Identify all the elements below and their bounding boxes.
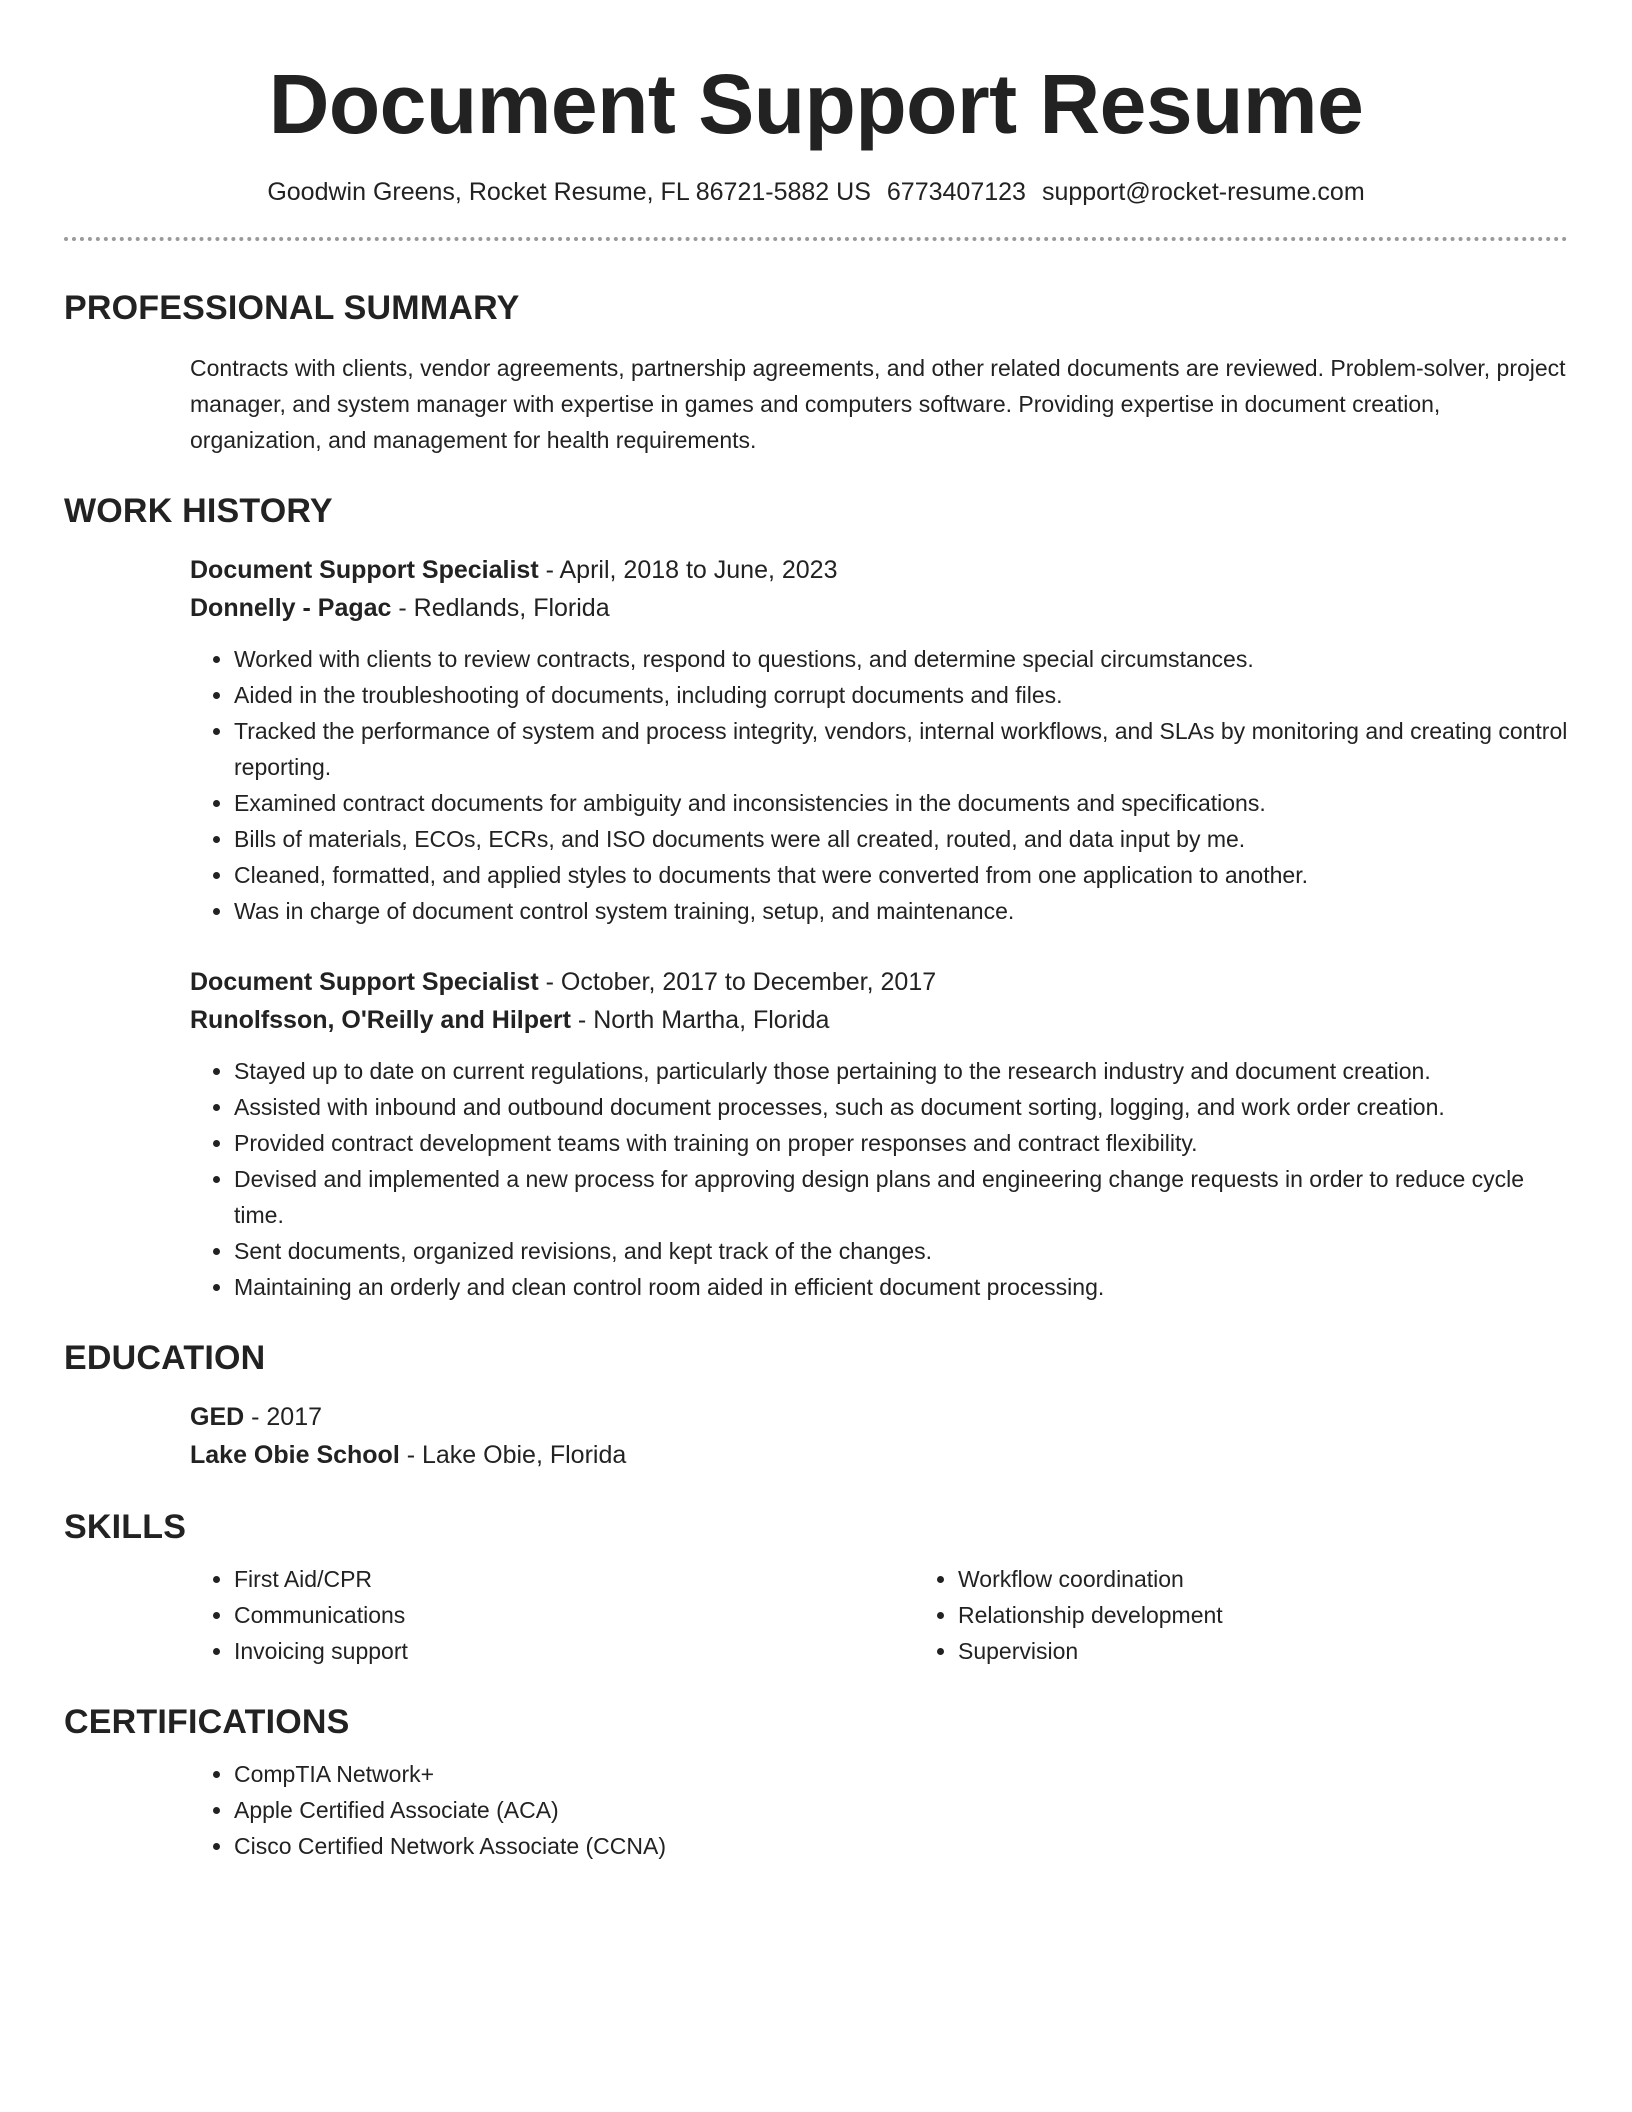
skills-list-left bbox=[190, 1561, 914, 1669]
certifications-list bbox=[190, 1756, 1568, 1864]
job-duties-list bbox=[190, 1053, 1568, 1305]
contact-info bbox=[64, 178, 1568, 207]
list-item: • Sent documents, organized revisions, and kept track of the changes. bbox=[234, 1233, 1568, 1269]
certifications-heading: CERTIFICATIONS bbox=[64, 1703, 350, 1741]
resume-title: Document Support Resume bbox=[268, 57, 1364, 151]
job-dates: - October, 2017 to December, 2017 bbox=[538, 968, 937, 996]
list-item: • Cisco Certified Network Associate (CCNA) bbox=[234, 1828, 1568, 1864]
job-company: Donnelly - Pagac bbox=[190, 594, 392, 622]
job-dates: - April, 2018 to June, 2023 bbox=[538, 556, 838, 584]
skills-list-right bbox=[914, 1561, 1632, 1669]
list-item: • Examined contract documents for ambiguity and inconsistencies in the documents and specifications. bbox=[234, 785, 1568, 821]
job-entry bbox=[64, 551, 1568, 929]
list-item: • Cleaned, formatted, and applied styles to documents that were converted from one application to another. bbox=[234, 857, 1568, 893]
job-location: - Redlands, Florida bbox=[391, 594, 610, 622]
education-entry bbox=[64, 1398, 1568, 1474]
list-item: • First Aid/CPR bbox=[234, 1561, 914, 1597]
certifications-block bbox=[64, 1756, 1568, 1864]
list-item: • Stayed up to date on current regulations, particularly those pertaining to the research industry and document creation. bbox=[234, 1053, 1568, 1089]
list-item: • Communications bbox=[234, 1597, 914, 1633]
contact-phone: 6773407123 bbox=[886, 178, 1026, 206]
skills-grid bbox=[64, 1561, 1568, 1669]
list-item: • Bills of materials, ECOs, ECRs, and ISO documents were all created, routed, and data input by me. bbox=[234, 821, 1568, 857]
work-history-heading: WORK HISTORY bbox=[64, 492, 333, 530]
job-title-line bbox=[190, 963, 1568, 1001]
list-item: • Relationship development bbox=[958, 1597, 1632, 1633]
job-title: Document Support Specialist bbox=[190, 556, 539, 584]
list-item: • Apple Certified Associate (ACA) bbox=[234, 1792, 1568, 1828]
school-line bbox=[190, 1436, 1568, 1474]
list-item: • Maintaining an orderly and clean control room aided in efficient document processing. bbox=[234, 1269, 1568, 1305]
summary-section bbox=[64, 289, 1568, 458]
contact-email: support@rocket-resume.com bbox=[1041, 178, 1365, 206]
skills-heading: SKILLS bbox=[64, 1508, 187, 1546]
list-item: • CompTIA Network+ bbox=[234, 1756, 1568, 1792]
degree-year: - 2017 bbox=[244, 1403, 323, 1431]
degree: GED bbox=[190, 1403, 245, 1431]
contact-address: Goodwin Greens, Rocket Resume, FL 86721-5882 US bbox=[267, 178, 871, 206]
list-item: • Provided contract development teams with training on proper responses and contract flexibility. bbox=[234, 1125, 1568, 1161]
job-title-line bbox=[190, 551, 1568, 589]
list-item: • Devised and implemented a new process for approving design plans and engineering change requests in order to reduce cycle time. bbox=[234, 1161, 1568, 1233]
skills-section bbox=[64, 1508, 1568, 1669]
certifications-section bbox=[64, 1703, 1568, 1864]
list-item: • Assisted with inbound and outbound document processes, such as document sorting, logging, and work order creation. bbox=[234, 1089, 1568, 1125]
summary-text: Contracts with clients, vendor agreements, partnership agreements, and other related documents are reviewed. Problem-solver, project manager, and system manager with expertise in games and computers software. Providing expertise in document creation, organization, and management for health requirements. bbox=[190, 355, 1566, 453]
list-item: • Worked with clients to review contracts, respond to questions, and determine special circumstances. bbox=[234, 641, 1568, 677]
list-item: • Workflow coordination bbox=[958, 1561, 1632, 1597]
job-title: Document Support Specialist bbox=[190, 968, 539, 996]
list-item: • Invoicing support bbox=[234, 1633, 914, 1669]
degree-line bbox=[190, 1398, 1568, 1436]
list-item: • Was in charge of document control system training, setup, and maintenance. bbox=[234, 893, 1568, 929]
job-duties-list bbox=[190, 641, 1568, 929]
education-heading: EDUCATION bbox=[64, 1339, 266, 1377]
list-item: • Aided in the troubleshooting of documents, including corrupt documents and files. bbox=[234, 677, 1568, 713]
job-location: - North Martha, Florida bbox=[570, 1006, 830, 1034]
header-divider bbox=[64, 237, 1568, 241]
job-company-line bbox=[190, 589, 1568, 627]
school-location: - Lake Obie, Florida bbox=[399, 1441, 627, 1469]
list-item: • Supervision bbox=[958, 1633, 1632, 1669]
list-item: • Tracked the performance of system and process integrity, vendors, internal workflows, and SLAs by monitoring and creating control reporting. bbox=[234, 713, 1568, 785]
summary-heading: PROFESSIONAL SUMMARY bbox=[64, 289, 520, 327]
job-entry bbox=[64, 963, 1568, 1305]
work-history-section bbox=[64, 492, 1568, 1305]
job-company-line bbox=[190, 1001, 1568, 1039]
school-name: Lake Obie School bbox=[190, 1441, 400, 1469]
job-company: Runolfsson, O'Reilly and Hilpert bbox=[190, 1006, 571, 1034]
education-section bbox=[64, 1339, 1568, 1474]
